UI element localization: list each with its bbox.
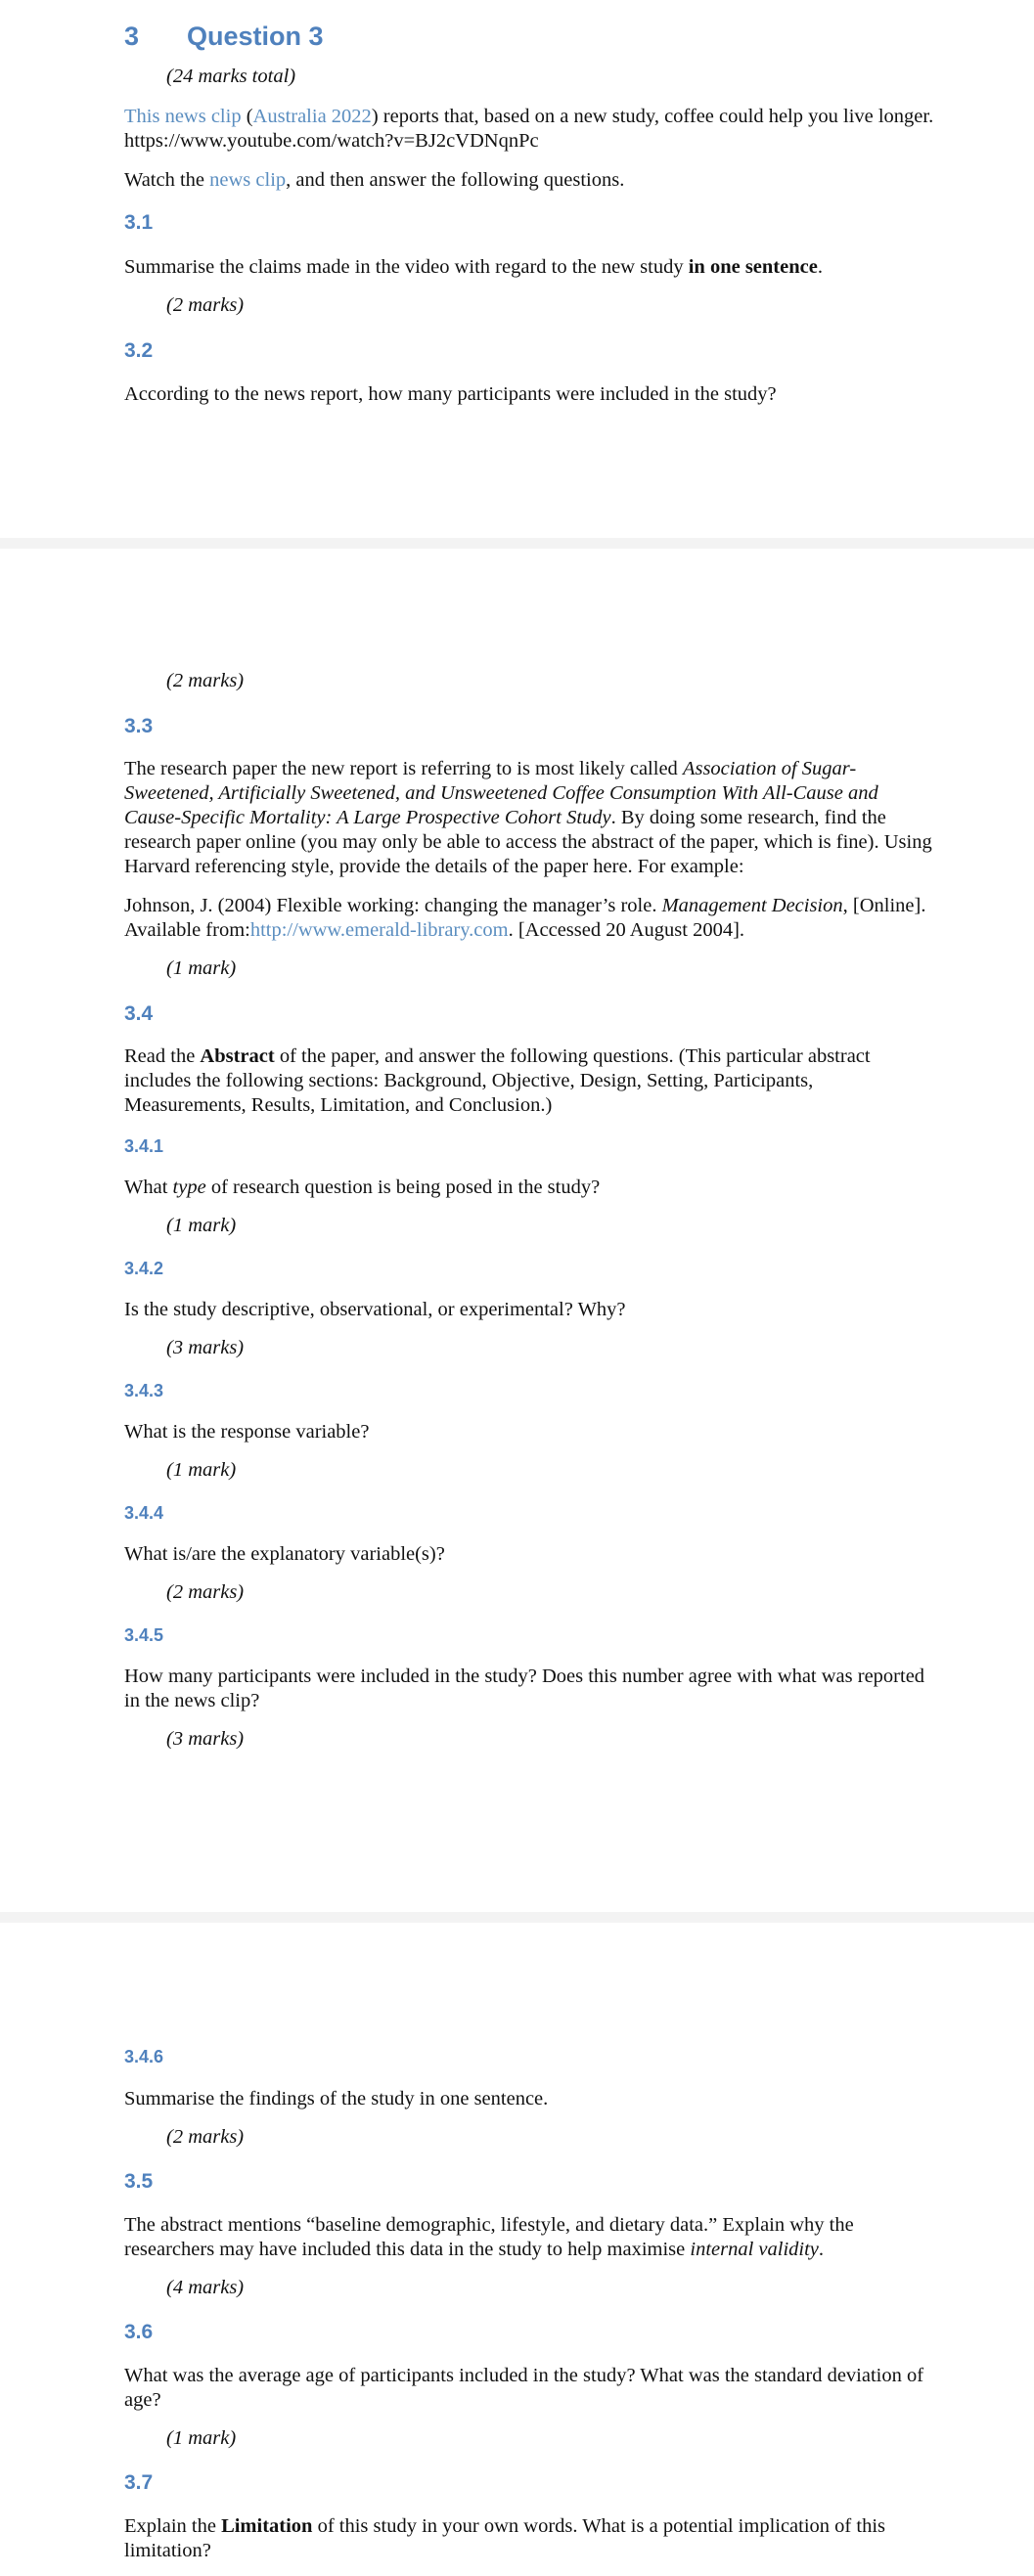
section-3-4-4-heading: 3.4.4 <box>124 1503 164 1523</box>
section-3-6-heading: 3.6 <box>124 2321 154 2343</box>
harvard-example: Johnson, J. (2004) Flexible working: changing the manager’s role. Management Decision, [Online]. Available from:http://www.emerald-library.com. [Accessed 20 August 2004]. <box>124 895 926 941</box>
section-3-4-6-text: Summarise the findings of the study in one sentence. <box>124 2088 549 2110</box>
section-3-5-text: The abstract mentions “baseline demographic, lifestyle, and dietary data.” Explain why the researchers may have included this data in the study to help maximise internal validity. <box>124 2214 854 2260</box>
section-3-7-text: Explain the Limitation of this study in your own words. What is a potential implication of this limitation? <box>124 2515 885 2561</box>
question-3-heading <box>124 22 936 52</box>
section-3-4-text: Read the Abstract of the paper, and answer the following questions. (This particular abstract includes the following sections: Background, Objective, Design, Setting, Participants, Measurements, Results, Limitation, and Conclusion.) <box>124 1045 871 1116</box>
section-3-4-4-marks: (2 marks) <box>166 1581 245 1603</box>
section-3-1-text: Summarise the claims made in the video with regard to the new study in one sentence. <box>124 256 823 278</box>
heading-number: 3 <box>124 22 140 51</box>
news-clip-link[interactable]: This news clip <box>124 106 242 127</box>
document-page-1 <box>0 0 1034 538</box>
total-marks: (24 marks total) <box>166 66 296 87</box>
intro-paragraph: This news clip (Australia 2022) reports that, based on a new study, coffee could help you live longer. https://www.youtube.com/watch?v=BJ2cVDNqnPc <box>124 106 934 152</box>
section-3-4-5-heading: 3.4.5 <box>124 1625 164 1645</box>
section-3-6-marks: (1 mark) <box>166 2427 237 2449</box>
section-3-3-heading: 3.3 <box>124 715 154 737</box>
document-page-2 <box>0 549 1034 1912</box>
section-3-4-1-text: What type of research question is being posed in the study? <box>124 1177 601 1198</box>
section-3-4-6-heading: 3.4.6 <box>124 2047 164 2066</box>
section-3-4-6-marks: (2 marks) <box>166 2126 245 2148</box>
section-3-4-1-heading: 3.4.1 <box>124 1136 164 1156</box>
document-page-3 <box>0 1923 1034 2576</box>
heading-title: Question 3 <box>187 22 324 51</box>
section-3-4-2-heading: 3.4.2 <box>124 1259 164 1278</box>
section-3-2-marks: (2 marks) <box>166 670 245 691</box>
watch-instruction: Watch the news clip, and then answer the following questions. <box>124 169 625 191</box>
section-3-4-3-text: What is the response variable? <box>124 1421 370 1443</box>
news-clip-link-2[interactable]: news clip <box>209 169 287 191</box>
section-3-4-4-text: What is/are the explanatory variable(s)? <box>124 1543 445 1565</box>
section-3-4-3-heading: 3.4.3 <box>124 1381 164 1400</box>
section-3-6-text: What was the average age of participants included in the study? What was the standard deviation of age? <box>124 2365 924 2411</box>
section-3-4-5-marks: (3 marks) <box>166 1728 245 1750</box>
section-3-4-2-text: Is the study descriptive, observational, or experimental? Why? <box>124 1299 626 1320</box>
section-3-1-heading: 3.1 <box>124 211 154 234</box>
section-3-3-text: The research paper the new report is referring to is most likely called Association of Sugar-Sweetened, Artificially Sweetened, and Unsweetened Coffee Consumption With All-Cause and Cause-Specific Mortality: A Large Prospective Cohort Study. By doing some research, find the research paper online (you may only be able to access the abstract of the paper, which is fine). Using Harvard referencing style, provide the details of the paper here. For example: <box>124 758 932 877</box>
section-3-5-heading: 3.5 <box>124 2170 154 2193</box>
paper-title: Association of Sugar-Sweetened, Artificially Sweetened, and Unsweetened Coffee Consumption With All-Cause and Cause-Specific Mortality: A Large Prospective Cohort Study <box>124 758 878 828</box>
section-3-4-5-text: How many participants were included in the study? Does this number agree with what was reported in the news clip? <box>124 1666 925 1711</box>
section-3-7-heading: 3.7 <box>124 2471 154 2494</box>
section-3-2-heading: 3.2 <box>124 339 154 362</box>
section-3-1-marks: (2 marks) <box>166 294 245 316</box>
section-3-4-3-marks: (1 mark) <box>166 1459 237 1481</box>
section-3-5-marks: (4 marks) <box>166 2277 245 2298</box>
section-3-4-1-marks: (1 mark) <box>166 1215 237 1236</box>
section-3-4-heading: 3.4 <box>124 1002 154 1025</box>
emerald-library-link[interactable]: http://www.emerald-library.com <box>249 919 509 941</box>
section-3-2-text: According to the news report, how many participants were included in the study? <box>124 383 777 405</box>
section-3-4-2-marks: (3 marks) <box>166 1337 245 1358</box>
section-3-3-marks: (1 mark) <box>166 957 237 979</box>
source-link[interactable]: Australia 2022 <box>252 106 372 127</box>
